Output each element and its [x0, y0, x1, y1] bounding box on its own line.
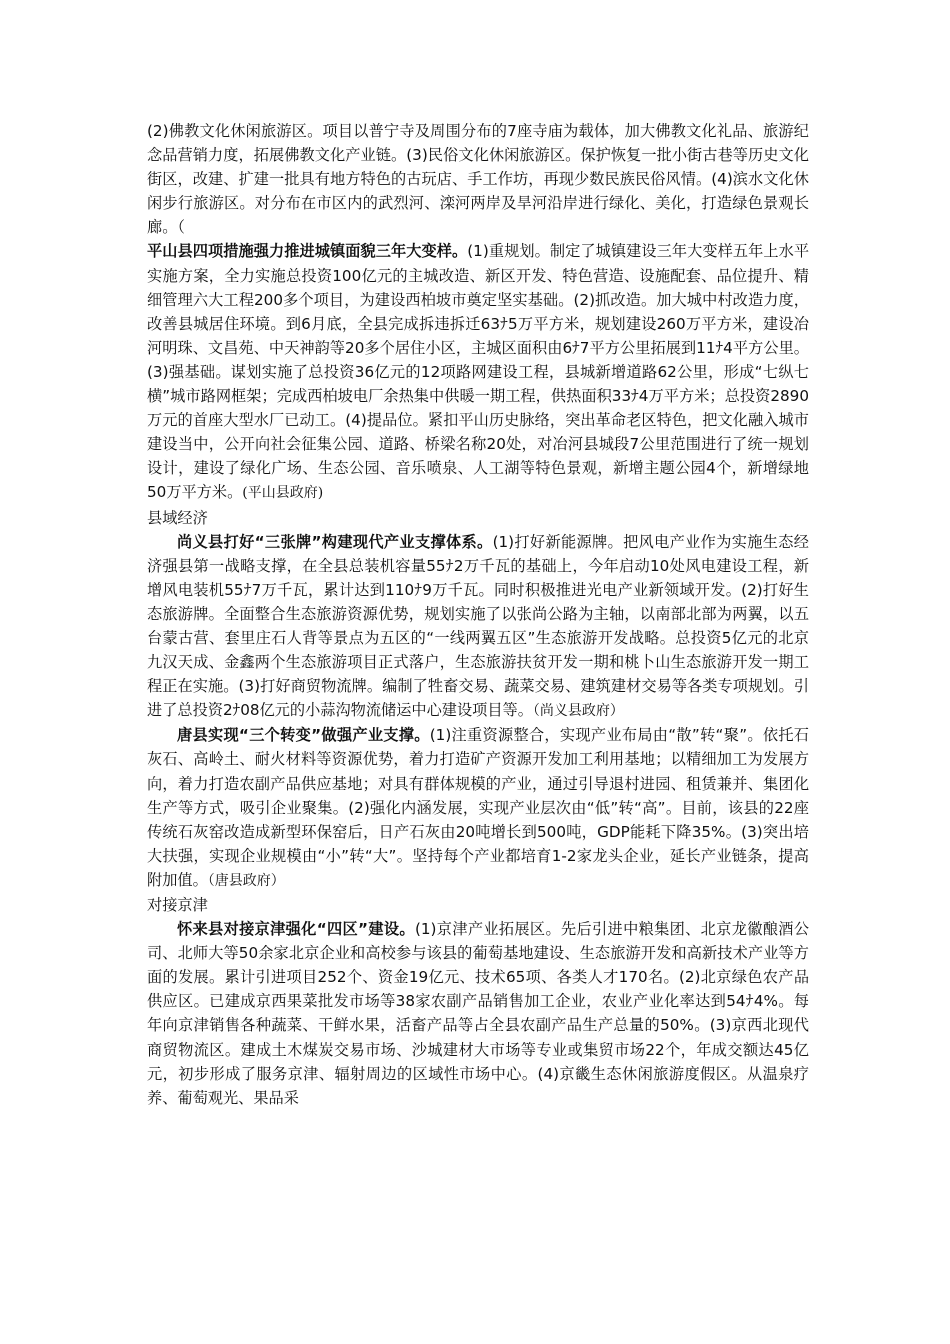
paragraph-text: (1)京津产业拓展区。先后引进中粮集团、北京龙徽酿酒公司、北师大等50余家北京企业和高校参与该县的葡萄基地建设、生态旅游开发和高新技术产业等方面的发展。累计引进项目252个、资金19亿元、技术65项、各类人才170名。(2)北京绿色农产品供应区。已建成京西果菜批发市场等38家农副产品销售加工企业，农业产业化率达到54ﾅ4%。每年向京津销售各种蔬菜、干鲜水果，活畜产品等占全县农副产品生产总量的50%。(3)京西北现代商贸物流区。建成土木煤炭交易市场、沙城建材大市场等专业或集贸市场22个，年成交额达45亿元，初步形成了服务京津、辐射周边的区域性市场中心。(4)京畿生态休闲旅游度假区。从温泉疗养、葡萄观光、果品采: [147, 920, 810, 1107]
source-attribution: （尚义县政府）: [532, 703, 624, 720]
paragraph-text: (1)重规划。制定了城镇建设三年大变样五年上水平实施方案，全力实施总投资100亿元的主城改造、新区开发、特色营造、设施配套、品位提升、精细管理六大工程200多个项目，为建设西柏坡市奠定坚实基础。(2)抓改造。加大城中村改造力度，改善县城居住环境。到6月底，全县完成拆违拆迁63ﾅ5万平方米，规划建设260万平方米，建设冶河明珠、文昌苑、中天神韵等20多个居住小区，主城区面积由6ﾅ7平方公里拓展到11ﾅ4平方公里。(3)强基础。谋划实施了总投资36亿元的12项路网建设工程，县城新增道路62公里，形成“七纵七横”城市路网框架；完成西柏坡电厂余热集中供暖一期工程，供热面积33ﾅ4万平方米；总投资2890万元的首座大型水厂已动工。(4)提品位。紧扣平山历史脉络，突出革命老区特色，把文化融入城市建设当中，公开向社会征集公园、道路、桥梁名称20处，对冶河县城段7公里范围进行了统一规划设计，建设了绿化广场、生态公园、音乐喷泉、人工湖等特色景观，新增主题公园4个，新增绿地50万平方米。: [147, 242, 810, 502]
paragraph-shangyi: [147, 530, 809, 724]
paragraph-title: 怀来县对接京津强化“四区”建设。: [177, 920, 415, 939]
paragraph-text: (2)佛教文化休闲旅游区。项目以普宁寺及周围分布的7座寺庙为载体，加大佛教文化礼品、旅游纪念品营销力度，拓展佛教文化产业链。(3)民俗文化休闲旅游区。保护恢复一批小街古巷等历史文化街区，改建、扩建一批具有地方特色的古玩店、手工作坊，再现少数民族民俗风情。(4)滨水文化休闲步行旅游区。对分布在市区内的武烈河、滦河两岸及旱河沿岸进行绿化、美化，打造绿色景观长廊。（: [147, 122, 809, 237]
paragraph-title: 平山县四项措施强力推进城镇面貌三年大变样。: [147, 242, 468, 261]
paragraph-title: 尚义县打好“三张牌”构建现代产业支撑体系。: [177, 532, 493, 551]
section-heading-beijing-tianjin: 对接京津: [147, 896, 208, 914]
paragraph-tangxian: [147, 723, 809, 893]
paragraph-title: 唐县实现“三个转变”做强产业支撑。: [177, 726, 430, 745]
paragraph-huailai: [147, 917, 809, 1110]
paragraph-chengde-tourism: [147, 119, 809, 239]
source-attribution: (平山县政府): [242, 485, 324, 502]
paragraph-text: (1)注重资源整合，实现产业布局由“散”转“聚”。依托石灰石、高岭土、耐火材料等资源优势，着力打造矿产资源开发加工利用基地；以精细加工为发展方向，着力打造农副产品供应基地；对具有群体规模的产业，通过引导退村进园、租赁兼并、集团化生产等方式，吸引企业聚集。(2)强化内涵发展，实现产业层次由“低”转“高”。目前，该县的22座传统石灰窑改造成新型环保窑后，日产石灰由20吨增长到500吨，GDP能耗下降35%。(3)突出培大扶强，实现企业规模由“小”转“大”。坚持每个产业都培育1-2家龙头企业，延长产业链条，提高附加值。: [147, 726, 809, 889]
paragraph-pingshan: [147, 239, 809, 505]
source-attribution: （唐县政府）: [207, 872, 285, 889]
document-page: [147, 119, 809, 1110]
section-heading-county-economy: 县域经济: [147, 508, 208, 527]
paragraph-text: (1)打好新能源牌。把风电产业作为实施生态经济强县第一战略支撑，在全县总装机容量55ﾅ2万千瓦的基础上，今年启动10处风电建设工程，新增风电装机55ﾅ7万千瓦，累计达到110ﾅ9万千瓦。同时积极推进光电产业新领域开发。(2)打好生态旅游牌。全面整合生态旅游资源优势，规划实施了以张尚公路为主轴，以南部北部为两翼，以五台蒙古营、套里庄石人背等景点为五区的“一线两翼五区”生态旅游开发战略。总投资5亿元的北京九汉天成、金鑫两个生态旅游项目正式落户，生态旅游扶贫开发一期和桃卜山生态旅游开发一期工程正在实施。(3)打好商贸物流牌。编制了牲畜交易、蔬菜交易、建筑建材交易等各类专项规划。引进了总投资2ﾅ08亿元的小蒜沟物流储运中心建设项目等。: [147, 532, 809, 720]
